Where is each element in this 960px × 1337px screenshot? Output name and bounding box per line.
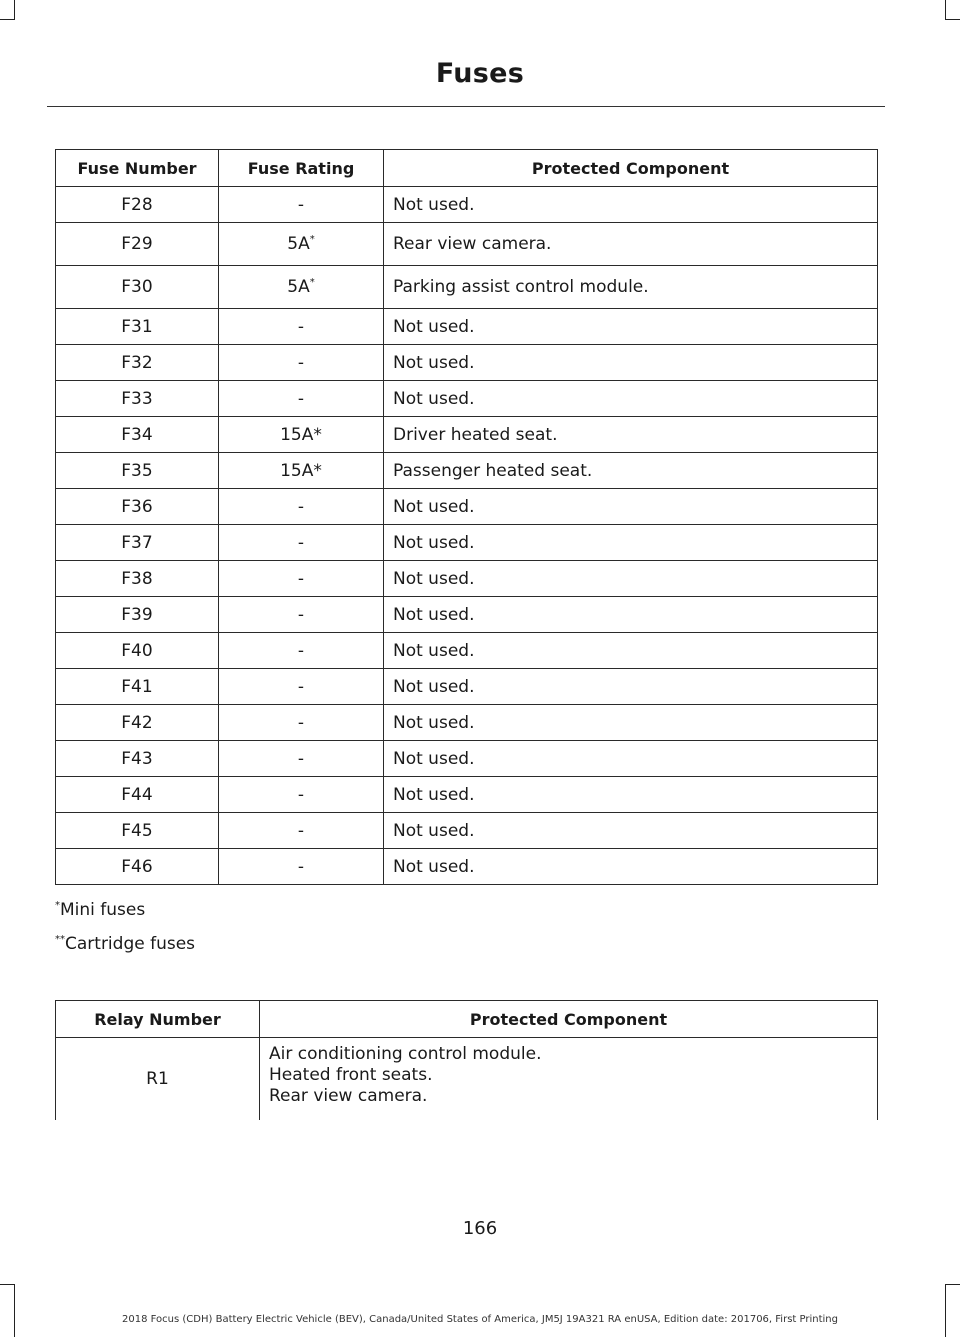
footnote-mini-fuses (55, 900, 145, 920)
table-row (56, 309, 878, 345)
fuse-number-cell: F36 (56, 489, 219, 525)
footnote-text: Mini fuses (60, 900, 146, 920)
column-header-relay-number: Relay Number (56, 1001, 260, 1038)
fuse-number-cell: F41 (56, 669, 219, 705)
fuse-rating-cell (219, 597, 384, 633)
crop-mark (945, 1284, 960, 1285)
fuse-number-cell: F35 (56, 453, 219, 489)
fuse-number-cell: F45 (56, 813, 219, 849)
protected-component-cell: Not used. (384, 669, 878, 705)
fuse-rating-value: - (297, 748, 305, 769)
fuse-table-body (56, 187, 878, 885)
table-header-row (56, 150, 878, 187)
fuse-rating-cell (219, 417, 384, 453)
fuse-rating-cell (219, 453, 384, 489)
crop-mark (945, 0, 946, 20)
fuse-rating-value: - (297, 388, 305, 409)
table-row (56, 705, 878, 741)
table-row (56, 597, 878, 633)
table-row (56, 453, 878, 489)
table-row (56, 266, 878, 309)
fuse-rating-cell (219, 669, 384, 705)
table-row (56, 489, 878, 525)
crop-mark (14, 0, 15, 20)
fuse-rating-cell (219, 381, 384, 417)
protected-component-cell: Not used. (384, 777, 878, 813)
relay-component-line: Air conditioning control module. (269, 1044, 542, 1064)
fuse-rating-cell (219, 813, 384, 849)
fuse-rating-cell (219, 633, 384, 669)
page-title: Fuses (435, 58, 525, 89)
protected-component-cell: Not used. (384, 597, 878, 633)
fuse-number-cell: F42 (56, 705, 219, 741)
column-header-protected-component: Protected Component (260, 1001, 878, 1038)
fuse-rating-value: 5A (287, 234, 310, 254)
table-row (56, 849, 878, 885)
page-number: 166 (462, 1218, 498, 1239)
fuse-rating-value: - (297, 712, 305, 733)
protected-component-cell: Not used. (384, 345, 878, 381)
table-row (56, 1038, 878, 1121)
table-row (56, 345, 878, 381)
table-row (56, 561, 878, 597)
protected-component-cell: Not used. (384, 187, 878, 223)
table-row (56, 223, 878, 266)
fuse-number-cell: F37 (56, 525, 219, 561)
footnote-mark: * (309, 277, 315, 288)
fuse-table (55, 149, 878, 885)
relay-component-line: Heated front seats. (269, 1065, 433, 1085)
column-header-protected-component: Protected Component (384, 150, 878, 187)
footnote-mark: * (55, 900, 60, 911)
relay-component-line: Rear view camera. (269, 1086, 428, 1106)
fuse-rating-cell (219, 309, 384, 345)
relay-component-cell (260, 1038, 878, 1121)
fuse-rating-value: 5A (287, 277, 310, 297)
fuse-rating-value: - (297, 352, 305, 373)
table-row (56, 417, 878, 453)
fuse-number-cell: F31 (56, 309, 219, 345)
fuse-rating-value: 15A* (280, 460, 322, 481)
footnote-mark: * (309, 234, 315, 245)
protected-component-cell: Not used. (384, 849, 878, 885)
protected-component-cell: Not used. (384, 525, 878, 561)
protected-component-cell: Rear view camera. (384, 223, 878, 266)
protected-component-cell: Not used. (384, 561, 878, 597)
fuse-rating-value: - (297, 316, 305, 337)
table-row (56, 741, 878, 777)
crop-mark (945, 19, 960, 20)
crop-mark (14, 1284, 15, 1337)
table-row (56, 777, 878, 813)
fuse-rating-cell (219, 561, 384, 597)
fuse-rating-cell (219, 345, 384, 381)
protected-component-cell: Not used. (384, 309, 878, 345)
fuse-number-cell: F40 (56, 633, 219, 669)
table-row (56, 381, 878, 417)
fuse-rating-cell (219, 705, 384, 741)
protected-component-cell: Not used. (384, 489, 878, 525)
crop-mark (945, 1284, 946, 1337)
table-row (56, 633, 878, 669)
fuse-rating-cell (219, 777, 384, 813)
crop-mark (0, 1284, 15, 1285)
fuse-number-cell: F39 (56, 597, 219, 633)
table-row (56, 187, 878, 223)
column-header-fuse-rating: Fuse Rating (219, 150, 384, 187)
fuse-number-cell: F29 (56, 223, 219, 266)
fuse-rating-value: - (297, 604, 305, 625)
fuse-rating-value: - (297, 640, 305, 661)
title-divider (47, 106, 885, 107)
footnote-mark: ** (55, 934, 65, 945)
protected-component-cell: Driver heated seat. (384, 417, 878, 453)
table-row (56, 525, 878, 561)
footnote-text: Cartridge fuses (65, 934, 196, 954)
fuse-rating-cell (219, 489, 384, 525)
protected-component-cell: Not used. (384, 813, 878, 849)
document-footer: 2018 Focus (CDH) Battery Electric Vehicle (BEV), Canada/United States of America, JM5J 19A321 RA enUSA, Edition date: 201706, First Printing (122, 1314, 838, 1325)
fuse-rating-value: - (297, 784, 305, 805)
protected-component-cell: Parking assist control module. (384, 266, 878, 309)
fuse-number-cell: F43 (56, 741, 219, 777)
table-header-row (56, 1001, 878, 1038)
protected-component-cell: Not used. (384, 741, 878, 777)
fuse-rating-value: - (297, 496, 305, 517)
fuse-rating-cell (219, 223, 384, 266)
protected-component-cell: Not used. (384, 633, 878, 669)
protected-component-cell: Not used. (384, 381, 878, 417)
fuse-rating-value: - (297, 856, 305, 877)
protected-component-cell: Passenger heated seat. (384, 453, 878, 489)
fuse-number-cell: F44 (56, 777, 219, 813)
relay-table (55, 1000, 878, 1120)
table-row (56, 813, 878, 849)
fuse-number-cell: F32 (56, 345, 219, 381)
fuse-rating-value: - (297, 532, 305, 553)
fuse-rating-cell (219, 741, 384, 777)
fuse-rating-value: - (297, 568, 305, 589)
footnote-cartridge-fuses (55, 934, 195, 954)
relay-number-cell: R1 (56, 1038, 260, 1121)
fuse-number-cell: F46 (56, 849, 219, 885)
fuse-rating-cell (219, 849, 384, 885)
fuse-number-cell: F38 (56, 561, 219, 597)
column-header-fuse-number: Fuse Number (56, 150, 219, 187)
fuse-rating-value: - (297, 820, 305, 841)
fuse-number-cell: F33 (56, 381, 219, 417)
fuse-rating-value: - (297, 194, 305, 215)
fuse-number-cell: F30 (56, 266, 219, 309)
fuse-number-cell: F28 (56, 187, 219, 223)
fuse-rating-cell (219, 187, 384, 223)
protected-component-cell: Not used. (384, 705, 878, 741)
fuse-rating-value: - (297, 676, 305, 697)
table-row (56, 669, 878, 705)
crop-mark (0, 19, 15, 20)
fuse-rating-cell (219, 266, 384, 309)
fuse-rating-value: 15A* (280, 424, 322, 445)
fuse-rating-cell (219, 525, 384, 561)
fuse-number-cell: F34 (56, 417, 219, 453)
